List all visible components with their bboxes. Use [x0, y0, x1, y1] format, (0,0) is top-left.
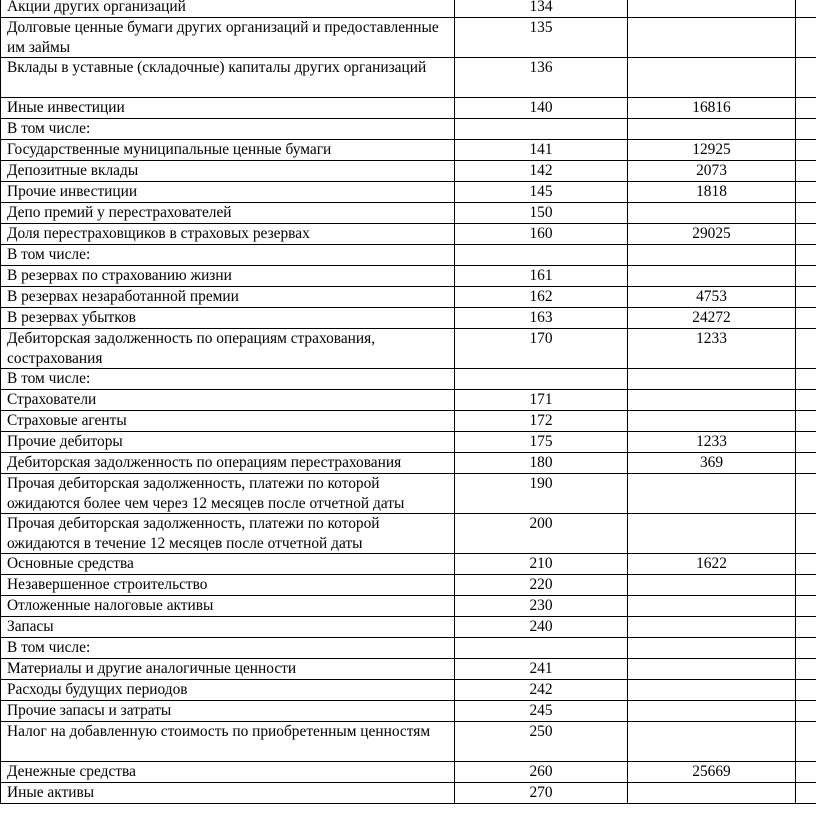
row-value-cell: 1233 — [628, 432, 796, 453]
row-value-cell — [628, 411, 796, 432]
row-name-cell: Государственные муниципальные ценные бумаги — [1, 140, 455, 161]
table-row — [1, 680, 816, 701]
table-row — [1, 411, 816, 432]
row-name-cell: Вклады в уставные (складочные) капиталы других организаций — [1, 58, 455, 98]
row-value-cell — [628, 0, 796, 18]
row-name-cell: Депозитные вклады — [1, 161, 455, 182]
row-name-cell: Незавершенное строительство — [1, 575, 455, 596]
row-extra-cell — [796, 18, 816, 58]
row-value-cell — [628, 617, 796, 638]
row-extra-cell — [796, 575, 816, 596]
row-value-cell — [628, 575, 796, 596]
row-name-cell: В том числе: — [1, 638, 455, 659]
row-name-cell: Дебиторская задолженность по операциям страхования, сострахования — [1, 329, 455, 369]
table-row — [1, 432, 816, 453]
row-value-cell: 369 — [628, 453, 796, 474]
table-row — [1, 140, 816, 161]
row-extra-cell — [796, 596, 816, 617]
row-extra-cell — [796, 554, 816, 575]
table-row — [1, 203, 816, 224]
row-name-cell: Материалы и другие аналогичные ценности — [1, 659, 455, 680]
row-value-cell: 1233 — [628, 329, 796, 369]
row-code-cell: 163 — [455, 308, 628, 329]
row-code-cell: 245 — [455, 701, 628, 722]
row-value-cell — [628, 659, 796, 680]
row-name-cell: В резервах незаработанной премии — [1, 287, 455, 308]
row-code-cell: 210 — [455, 554, 628, 575]
row-value-cell: 24272 — [628, 308, 796, 329]
row-code-cell: 170 — [455, 329, 628, 369]
row-code-cell: 270 — [455, 783, 628, 804]
row-extra-cell — [796, 287, 816, 308]
row-code-cell: 242 — [455, 680, 628, 701]
row-value-cell — [628, 701, 796, 722]
row-code-cell: 135 — [455, 18, 628, 58]
table-row — [1, 514, 816, 554]
row-extra-cell — [796, 783, 816, 804]
row-extra-cell — [796, 680, 816, 701]
table-row — [1, 266, 816, 287]
row-code-cell: 220 — [455, 575, 628, 596]
row-extra-cell — [796, 224, 816, 245]
table-row — [1, 0, 816, 18]
row-name-cell: Прочие запасы и затраты — [1, 701, 455, 722]
row-value-cell — [628, 203, 796, 224]
table-row — [1, 617, 816, 638]
row-value-cell — [628, 266, 796, 287]
row-code-cell: 136 — [455, 58, 628, 98]
row-extra-cell — [796, 58, 816, 98]
row-code-cell: 240 — [455, 617, 628, 638]
table-row — [1, 98, 816, 119]
row-name-cell: Иные инвестиции — [1, 98, 455, 119]
row-value-cell — [628, 474, 796, 514]
table-row — [1, 245, 816, 266]
row-value-cell: 1818 — [628, 182, 796, 203]
row-code-cell: 175 — [455, 432, 628, 453]
row-value-cell: 2073 — [628, 161, 796, 182]
row-name-cell: Дебиторская задолженность по операциям перестрахования — [1, 453, 455, 474]
row-value-cell — [628, 596, 796, 617]
table-row — [1, 182, 816, 203]
row-code-cell: 172 — [455, 411, 628, 432]
row-name-cell: Основные средства — [1, 554, 455, 575]
row-extra-cell — [796, 638, 816, 659]
table-row — [1, 554, 816, 575]
row-name-cell: Запасы — [1, 617, 455, 638]
row-extra-cell — [796, 119, 816, 140]
row-value-cell: 12925 — [628, 140, 796, 161]
row-value-cell — [628, 638, 796, 659]
row-extra-cell — [796, 308, 816, 329]
row-code-cell: 162 — [455, 287, 628, 308]
row-name-cell: Страховые агенты — [1, 411, 455, 432]
row-code-cell: 200 — [455, 514, 628, 554]
row-code-cell: 241 — [455, 659, 628, 680]
row-value-cell — [628, 783, 796, 804]
row-name-cell: Доля перестраховщиков в страховых резервах — [1, 224, 455, 245]
row-name-cell: Прочая дебиторская задолженность, платежи по которой ожидаются в течение 12 месяцев после отчетной даты — [1, 514, 455, 554]
table-row — [1, 308, 816, 329]
row-name-cell: В том числе: — [1, 119, 455, 140]
row-code-cell: 260 — [455, 762, 628, 783]
row-name-cell: Прочие дебиторы — [1, 432, 455, 453]
row-extra-cell — [796, 390, 816, 411]
row-extra-cell — [796, 203, 816, 224]
row-code-cell: 142 — [455, 161, 628, 182]
table-row — [1, 329, 816, 369]
table-row — [1, 762, 816, 783]
table-row — [1, 369, 816, 390]
row-extra-cell — [796, 98, 816, 119]
table-row — [1, 224, 816, 245]
row-extra-cell — [796, 140, 816, 161]
row-value-cell: 25669 — [628, 762, 796, 783]
row-extra-cell — [796, 329, 816, 369]
row-code-cell: 145 — [455, 182, 628, 203]
row-code-cell: 141 — [455, 140, 628, 161]
row-value-cell — [628, 58, 796, 98]
row-name-cell: В резервах убытков — [1, 308, 455, 329]
row-code-cell — [455, 119, 628, 140]
row-name-cell: В резервах по страхованию жизни — [1, 266, 455, 287]
row-extra-cell — [796, 722, 816, 762]
table-row — [1, 287, 816, 308]
table-row — [1, 18, 816, 58]
row-value-cell — [628, 245, 796, 266]
row-extra-cell — [796, 411, 816, 432]
row-value-cell: 16816 — [628, 98, 796, 119]
row-extra-cell — [796, 514, 816, 554]
row-extra-cell — [796, 474, 816, 514]
row-value-cell: 4753 — [628, 287, 796, 308]
row-code-cell: 250 — [455, 722, 628, 762]
row-extra-cell — [796, 161, 816, 182]
row-extra-cell — [796, 245, 816, 266]
row-value-cell — [628, 369, 796, 390]
row-name-cell: Денежные средства — [1, 762, 455, 783]
row-value-cell — [628, 514, 796, 554]
row-code-cell: 160 — [455, 224, 628, 245]
table-row — [1, 638, 816, 659]
row-name-cell: Прочие инвестиции — [1, 182, 455, 203]
row-name-cell: Расходы будущих периодов — [1, 680, 455, 701]
row-extra-cell — [796, 432, 816, 453]
row-name-cell: Акции других организаций — [1, 0, 455, 18]
row-extra-cell — [796, 182, 816, 203]
row-value-cell — [628, 390, 796, 411]
row-extra-cell — [796, 659, 816, 680]
table-row — [1, 453, 816, 474]
row-code-cell: 134 — [455, 0, 628, 18]
row-name-cell: Прочая дебиторская задолженность, платежи по которой ожидаются более чем через 12 месяцев после отчетной даты — [1, 474, 455, 514]
row-code-cell — [455, 638, 628, 659]
row-value-cell — [628, 722, 796, 762]
row-name-cell: Иные активы — [1, 783, 455, 804]
table-row — [1, 390, 816, 411]
row-code-cell — [455, 245, 628, 266]
table-row — [1, 474, 816, 514]
row-code-cell: 161 — [455, 266, 628, 287]
balance-sheet-body — [1, 0, 816, 804]
row-value-cell — [628, 18, 796, 58]
row-value-cell — [628, 119, 796, 140]
row-extra-cell — [796, 266, 816, 287]
table-row — [1, 575, 816, 596]
row-value-cell: 29025 — [628, 224, 796, 245]
row-name-cell: Страхователи — [1, 390, 455, 411]
row-extra-cell — [796, 617, 816, 638]
table-row — [1, 783, 816, 804]
row-extra-cell — [796, 369, 816, 390]
row-extra-cell — [796, 453, 816, 474]
row-value-cell: 1622 — [628, 554, 796, 575]
row-name-cell: Депо премий у перестрахователей — [1, 203, 455, 224]
row-name-cell: Отложенные налоговые активы — [1, 596, 455, 617]
table-row — [1, 119, 816, 140]
row-code-cell: 171 — [455, 390, 628, 411]
table-row — [1, 596, 816, 617]
row-code-cell: 150 — [455, 203, 628, 224]
row-name-cell: В том числе: — [1, 369, 455, 390]
table-row — [1, 659, 816, 680]
row-code-cell: 230 — [455, 596, 628, 617]
table-row — [1, 722, 816, 762]
row-name-cell: Налог на добавленную стоимость по приобретенным ценностям — [1, 722, 455, 762]
row-value-cell — [628, 680, 796, 701]
row-extra-cell — [796, 701, 816, 722]
table-row — [1, 161, 816, 182]
row-code-cell — [455, 369, 628, 390]
row-extra-cell — [796, 0, 816, 18]
row-extra-cell — [796, 762, 816, 783]
row-name-cell: В том числе: — [1, 245, 455, 266]
table-row — [1, 701, 816, 722]
row-code-cell: 180 — [455, 453, 628, 474]
row-code-cell: 140 — [455, 98, 628, 119]
row-name-cell: Долговые ценные бумаги других организаций и предоставленные им займы — [1, 18, 455, 58]
table-row — [1, 58, 816, 98]
row-code-cell: 190 — [455, 474, 628, 514]
